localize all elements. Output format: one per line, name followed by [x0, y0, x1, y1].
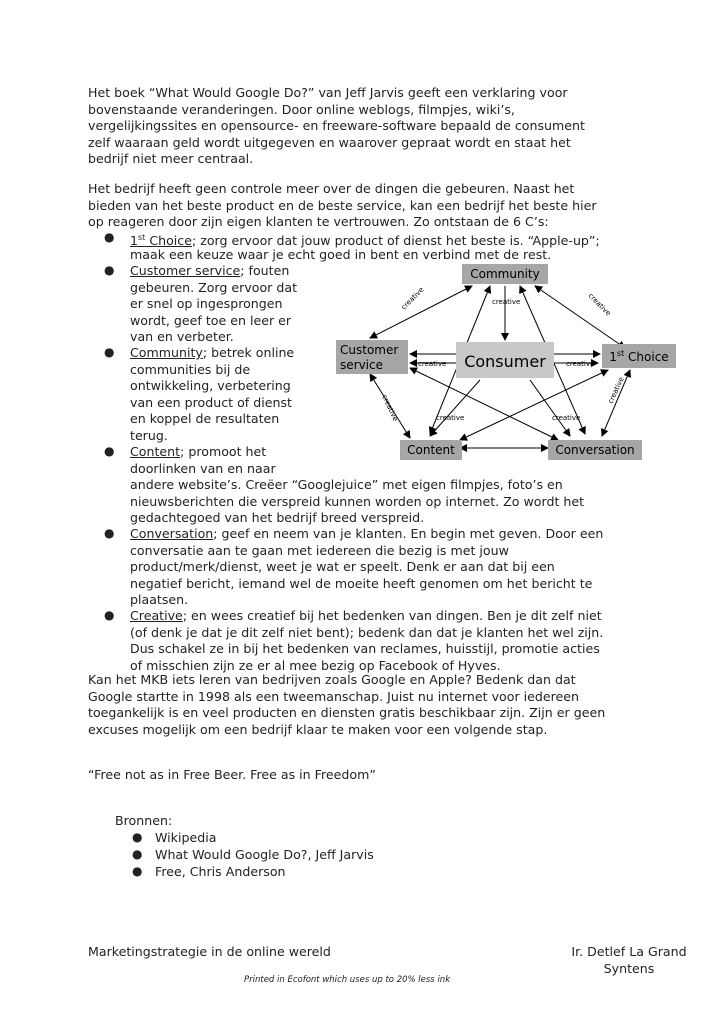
- list-item-customer-service: Customer service; fouten: [130, 263, 290, 278]
- list-item-conversation: Conversation; geef en neem van je klanten. En begin met geven. Door een: [130, 526, 604, 541]
- six-cs-diagram: [330, 258, 680, 468]
- footer-author-name: Ir. Detlef La Grand: [571, 944, 687, 959]
- term-community: Community: [130, 345, 203, 360]
- creative-label: creative: [436, 414, 465, 422]
- list-item-community: Community; betrek online: [130, 345, 295, 360]
- text-line: toegankelijk is en veel producten en diensten gratis beschikbaar zijn. Zijn er geen: [88, 705, 606, 720]
- bullet-dot: ●: [132, 830, 143, 844]
- text-line: van een product of dienst: [130, 394, 292, 410]
- bullet-dot: ●: [104, 230, 115, 244]
- quote: “Free not as in Free Beer. Free as in Freedom”: [88, 767, 376, 782]
- text-line: bovenstaande veranderingen. Door online weblogs, filmpjes, wiki’s,: [88, 101, 515, 117]
- text-line: Google startte in 1998 als een tweemanschap. Juist nu internet voor iedereen: [88, 688, 579, 704]
- text-line: er snel op ingesprongen: [130, 296, 283, 311]
- creative-label: creative: [586, 291, 613, 318]
- text-line: communities bij de: [130, 361, 251, 377]
- creative-label: creative: [418, 360, 447, 368]
- bullet-dot: ●: [104, 263, 115, 277]
- term-conversation: Conversation: [130, 526, 214, 541]
- text-line: conversatie aan te gaan met iedereen die bezig is met jouw: [130, 542, 509, 558]
- text-line: Dus schakel ze in bij het bedenken van reclames, huisstijl, promotie acties: [130, 641, 600, 656]
- text-line: op reageren door zijn eigen klanten te vertrouwen. Zo ontstaan de 6 C’s:: [88, 214, 549, 229]
- text-line: nieuwsberichten die verspreid kunnen worden op internet. Zo wordt het: [130, 493, 585, 509]
- bullet-dot: ●: [104, 444, 115, 458]
- creative-label: creative: [606, 375, 626, 405]
- source-item: Free, Chris Anderson: [155, 864, 286, 879]
- sources-heading: Bronnen:: [115, 813, 173, 828]
- arrow-choice-content: [460, 370, 608, 440]
- term-creative: Creative: [130, 608, 183, 623]
- list-item-content: Content; promoot het: [130, 444, 267, 459]
- text-line: doorlinken van en naar: [130, 460, 276, 476]
- footer-author: [563, 944, 695, 977]
- footer-author-org: Syntens: [603, 960, 655, 976]
- bullet-dot: ●: [132, 847, 143, 861]
- arrow-consumer-conversation: [530, 380, 570, 436]
- creative-label: creative: [399, 285, 426, 312]
- text-line: van en verbeter.: [130, 329, 234, 344]
- text-line: of misschien zijn ze er al mee bezig op Facebook of Hyves.: [130, 657, 501, 673]
- text-line: Het boek “What Would Google Do?” van Jeff Jarvis geeft een verklaring voor: [88, 85, 568, 100]
- list-item-first-choice: 1st Choice; zorg ervoor dat jouw product of dienst het beste is. “Apple-up”;: [130, 233, 600, 249]
- bullet-dot: ●: [104, 526, 115, 540]
- conversation-label: Conversation: [555, 443, 635, 457]
- customer-service-label-line2: service: [340, 358, 383, 372]
- text-line: Het bedrijf heeft geen controle meer over de dingen die gebeuren. Naast het: [88, 181, 575, 196]
- text-line: bedrijf niet meer centraal.: [88, 151, 254, 166]
- bullet-dot: ●: [104, 608, 115, 622]
- content-label: Content: [407, 443, 455, 457]
- text-line: excuses mogelijk om een bedrijf klaar te maken voor een volgende stap.: [88, 721, 548, 737]
- term-customer-service: Customer service: [130, 263, 241, 278]
- text-line: zelf waaraan geld wordt uitgegeven en waarover gepraat wordt en staat het: [88, 134, 571, 150]
- text-line: gebeuren. Zorg ervoor dat: [130, 279, 298, 295]
- text-line: (of denk je dat je dit zelf niet bent); bedenk dan dat je klanten het wel zijn.: [130, 624, 604, 640]
- text-line: gedachtegoed van het bedrijf breed verspreid.: [130, 510, 425, 525]
- text-line: plaatsen.: [130, 592, 189, 607]
- footer-title: Marketingstrategie in de online wereld: [88, 944, 331, 959]
- term-content: Content: [130, 444, 181, 459]
- text-line: en koppel de resultaten: [130, 411, 280, 426]
- arrow-consumer-content: [430, 380, 480, 436]
- consumer-label: Consumer: [464, 352, 546, 371]
- text-line: wordt, geef toe en leer er: [130, 312, 292, 328]
- first-choice-label: 1st Choice: [609, 349, 669, 364]
- bullet-dot: ●: [132, 864, 143, 878]
- creative-label: creative: [566, 360, 595, 368]
- creative-label: creative: [380, 393, 400, 423]
- source-item: What Would Google Do?, Jeff Jarvis: [155, 847, 374, 862]
- creative-label: creative: [552, 414, 581, 422]
- text-line: andere website’s. Creëer “Googlejuice” met eigen filmpjes, foto’s en: [130, 477, 563, 492]
- text-line: bieden van het beste product en de beste service, kan een bedrijf het beste hier: [88, 197, 597, 213]
- text-line: negatief bericht, iemand wel de moeite heeft genomen om het bericht te: [130, 575, 593, 591]
- text-line: terug.: [130, 427, 168, 443]
- list-item-creative: Creative; en wees creatief bij het bedenken van dingen. Ben je dit zelf niet: [130, 608, 602, 623]
- bullet-dot: ●: [104, 345, 115, 359]
- term-first-choice: 1st Choice: [130, 233, 192, 249]
- ecofont-notice: Printed in Ecofont which uses up to 20% less ink: [244, 975, 451, 985]
- text-line: vergelijkingssites en opensource- en freeware-software bepaald de consument: [88, 118, 585, 133]
- source-item: Wikipedia: [155, 830, 217, 845]
- arrow-community-choice: [535, 286, 625, 348]
- text-line: maak een keuze waar je echt goed in bent en verbind met de rest.: [130, 246, 552, 262]
- creative-label: creative: [492, 298, 521, 306]
- text-line: ontwikkeling, verbetering: [130, 378, 291, 393]
- text-line: product/merk/dienst, weet je wat er speelt. Denk er aan dat bij een: [130, 559, 555, 574]
- community-label: Community: [470, 267, 540, 281]
- customer-service-label-line1: Customer: [340, 343, 399, 357]
- text-line: Kan het MKB iets leren van bedrijven zoals Google en Apple? Bedenk dan dat: [88, 672, 576, 687]
